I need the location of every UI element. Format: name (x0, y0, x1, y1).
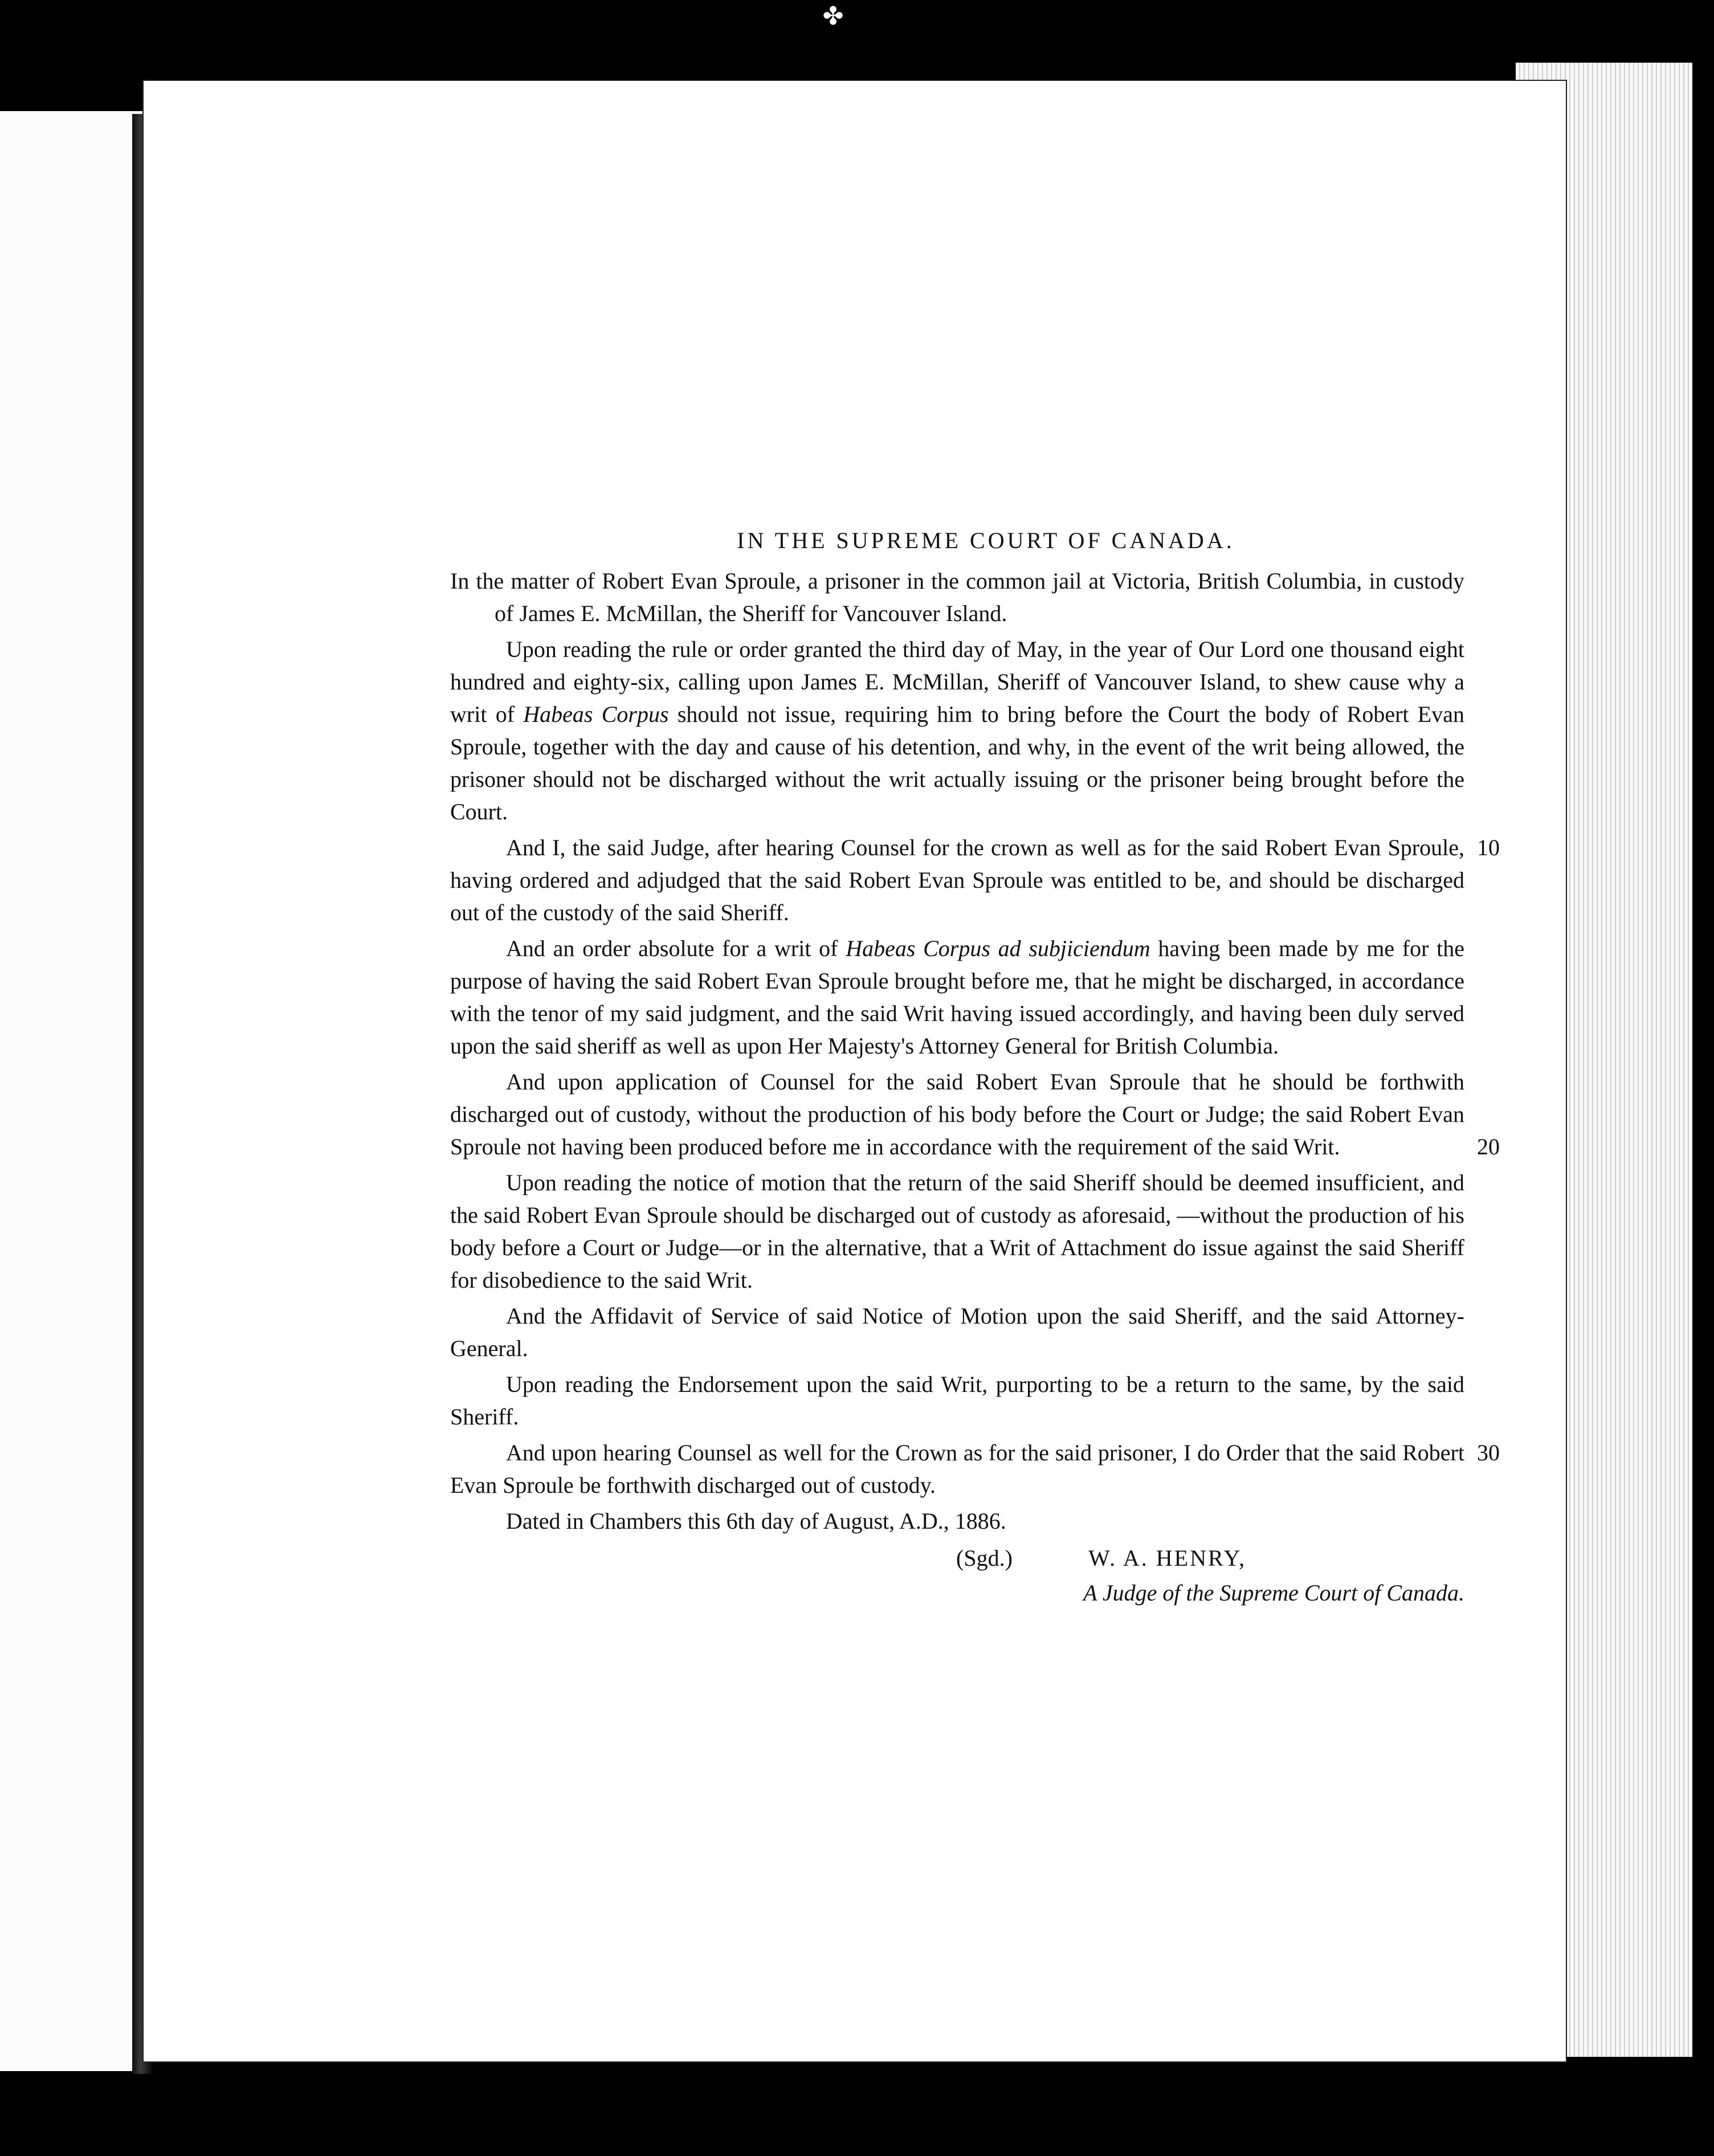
signatory-name: W. A. HENRY, (1088, 1545, 1247, 1571)
dated-line: Dated in Chambers this 6th day of August, A.D., 1886. (506, 1508, 1006, 1534)
paragraph-order-absolute (450, 932, 1464, 1062)
paragraph-text: And upon hearing Counsel as well for the Crown as for the said prisoner, I do Order that the said Robert Evan Sproule be forthwith discharged out of custody. (450, 1440, 1464, 1498)
signatory-title: A Judge of the Supreme Court of Canada. (1083, 1580, 1464, 1606)
paragraph-judge-hearing (450, 831, 1500, 929)
signed-marker: (Sgd.) (956, 1545, 1013, 1571)
line-number-20: 20 (1477, 1134, 1500, 1159)
left-facing-page (0, 111, 148, 2071)
italic-term: Habeas Corpus ad subjiciendum (846, 936, 1150, 961)
paragraph-order (450, 1436, 1500, 1501)
signature-row (450, 1542, 1464, 1574)
paragraph-text: And I, the said Judge, after hearing Counsel for the crown as well as for the said Robert Evan Sproule, having ordered and adjudged that the said Robert Evan Sproule was entitled to be, and should be discharged out of the custody of the said Sheriff. (450, 835, 1464, 925)
matter-heading: In the matter of Robert Evan Sproule, a prisoner in the common jail at Victoria, British Columbia, in custody of James E. McMillan, the Sheriff for Vancouver Island. (450, 568, 1464, 626)
paragraph-affidavit: And the Affidavit of Service of said Notice of Motion upon the said Sheriff, and the said Attorney-General. (450, 1303, 1464, 1361)
paragraph-application (450, 1065, 1500, 1163)
paragraph-text: having been made by me for the purpose of having the said Robert Evan Sproule brought before me, that he might be discharged, in accordance with the tenor of my said judgment, and the said Writ having issued accordingly, and having been duly served upon the said sheriff as well as upon Her Majesty's Attorney General for British Columbia. (450, 936, 1465, 1059)
court-title: IN THE SUPREME COURT OF CANADA. (737, 528, 1235, 553)
paragraph-text: should not issue, requiring him to bring before the Court the body of Robert Evan Sproule, together with the day and cause of his detention, and why, in the event of the writ being allowed, the prisoner should not be discharged without the writ actually issuing or the prisoner being brought before the Court. (450, 701, 1464, 824)
paragraph-rule-order (450, 633, 1464, 828)
paragraph-notice-of-motion: Upon reading the notice of motion that the return of the said Sheriff should be deemed insufficient, and the said Robert Evan Sproule should be discharged out of custody as aforesaid, —without the production of his body before a Court or Judge—or in the alternative, that a Writ of Attachment do issue against the said Sheriff for disobedience to the said Writ. (450, 1170, 1464, 1293)
document-body (450, 524, 1500, 1609)
paragraph-text: And upon application of Counsel for the said Robert Evan Sproule that he should be forthwith discharged out of custody, without the production of his body before the Court or Judge; the said Robert Evan Sproule not having been produced before me in accordance with the requirement of the said Writ. (450, 1069, 1464, 1159)
paragraph-text: And an order absolute for a writ of (506, 936, 846, 961)
fleuron-ornament-icon: ✤ (822, 2, 844, 30)
line-number-30: 30 (1477, 1440, 1500, 1465)
paragraph-endorsement: Upon reading the Endorsement upon the said Writ, purporting to be a return to the same, by the said Sheriff. (450, 1371, 1464, 1430)
line-number-10: 10 (1477, 835, 1500, 860)
italic-term: Habeas Corpus (523, 701, 669, 727)
paragraph-text: Upon reading the rule or order granted the third day of May, in the year of Our Lord one thousand eight hundred and eighty-six, calling upon James E. McMillan, Sheriff of Vancouver Island, to shew cause why a writ of (450, 636, 1464, 727)
